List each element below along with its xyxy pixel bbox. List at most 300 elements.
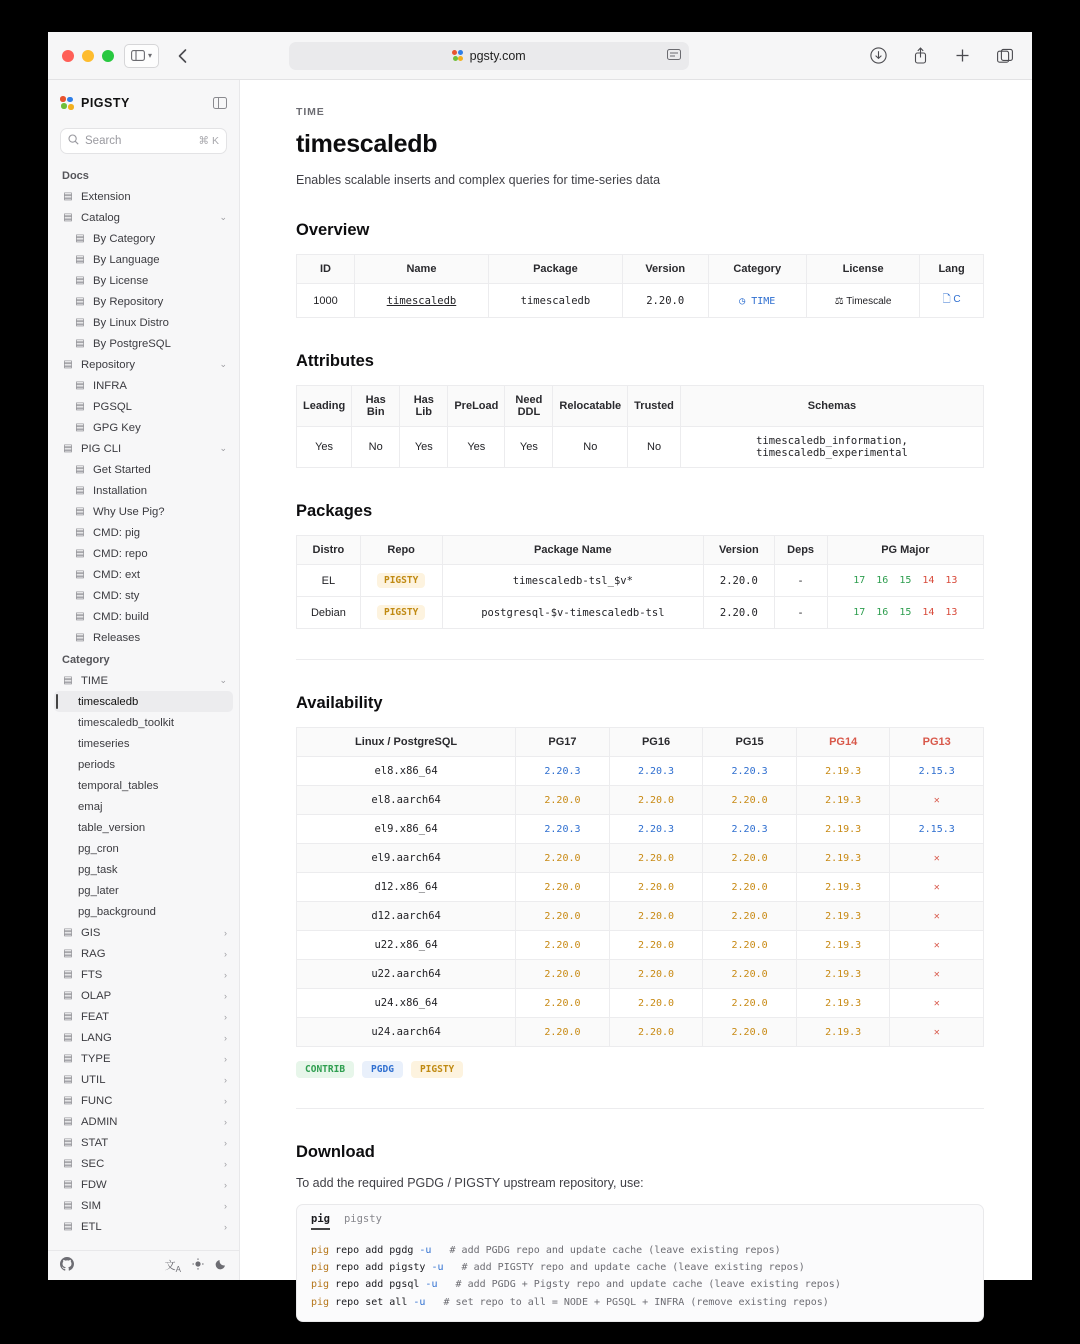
- table-cell: 2.20.3: [516, 815, 610, 844]
- sidebar-item-by-linux-distro[interactable]: [48, 312, 239, 333]
- table-cell: 2.20.0: [609, 989, 703, 1018]
- sidebar-item-label: FDW: [81, 1178, 107, 1191]
- table-cell: 2.20.0: [609, 1018, 703, 1047]
- chevron-down-icon[interactable]: ⌄: [219, 212, 227, 222]
- sidebar-item-label: Installation: [93, 484, 148, 497]
- sidebar-item-admin[interactable]: [48, 1111, 239, 1132]
- table-cell: 2.19.3: [796, 931, 890, 960]
- table-row: [297, 565, 984, 597]
- column-header: Package: [488, 255, 622, 284]
- sidebar-item-by-license[interactable]: [48, 270, 239, 291]
- search-input[interactable]: [60, 128, 227, 154]
- sidebar-item-gis[interactable]: [48, 922, 239, 943]
- chevron-right-icon[interactable]: ›: [224, 1032, 227, 1043]
- star-icon: ▤: [63, 1011, 73, 1022]
- pg-major-version: 17: [853, 607, 866, 618]
- table-row: [297, 873, 984, 902]
- table-cell: ✕: [890, 786, 984, 815]
- translate-icon[interactable]: 文$_A$: [164, 1259, 181, 1275]
- code-body: [297, 1234, 983, 1321]
- table-cell: ✕: [890, 989, 984, 1018]
- sidebar-item-label: timeseries: [78, 737, 130, 750]
- table-row: [297, 989, 984, 1018]
- chevron-right-icon[interactable]: ›: [224, 1095, 227, 1106]
- table-cell: -: [774, 565, 827, 597]
- table-cell: 2.15.3: [890, 815, 984, 844]
- sidebar-item-label: CMD: pig: [93, 526, 141, 539]
- back-button[interactable]: [169, 43, 195, 69]
- key-icon: ▤: [75, 422, 85, 433]
- table-cell: 2.19.3: [796, 989, 890, 1018]
- stats-icon: ▤: [63, 1137, 73, 1148]
- sidebar-item-label: pg_task: [78, 863, 118, 876]
- sidebar-item-label: UTIL: [81, 1073, 106, 1086]
- table-cell: 2.19.3: [796, 815, 890, 844]
- bank-icon: ▤: [75, 380, 85, 391]
- doc-icon: ▤: [75, 527, 85, 538]
- share-icon[interactable]: [908, 43, 934, 69]
- table-cell: 2.20.0: [703, 960, 797, 989]
- column-header: Has Lib: [400, 386, 448, 427]
- chevron-right-icon[interactable]: ›: [224, 1074, 227, 1085]
- sidebar-group-title: Docs: [62, 170, 89, 182]
- repo-badge-cell[interactable]: [360, 597, 442, 629]
- column-header: Leading: [297, 386, 352, 427]
- sidebar-item-periods[interactable]: [48, 754, 239, 775]
- sidebar-item-catalog[interactable]: [48, 207, 239, 228]
- table-cell: 2.20.3: [703, 815, 797, 844]
- column-header: Version: [622, 255, 708, 284]
- table-cell: 2.19.3: [796, 960, 890, 989]
- column-header: Has Bin: [352, 386, 400, 427]
- badge-pigsty[interactable]: PIGSTY: [411, 1061, 463, 1078]
- chevron-down-icon[interactable]: ▾: [148, 51, 153, 60]
- tag-icon: ▤: [75, 632, 85, 643]
- code-tab-pigsty[interactable]: pigsty: [343, 1213, 382, 1225]
- table-cell: 2.20.0: [703, 1018, 797, 1047]
- sidebar-item-fdw[interactable]: [48, 1174, 239, 1195]
- table-cell: 2.20.0: [703, 931, 797, 960]
- pg-major-version: 15: [899, 607, 912, 618]
- sidebar-item-cmd-repo[interactable]: [48, 543, 239, 564]
- pg-major-cell: [827, 565, 983, 597]
- sidebar-item-func[interactable]: [48, 1090, 239, 1111]
- overview-id: 1000: [297, 284, 355, 318]
- sidebar-item-rag[interactable]: [48, 943, 239, 964]
- brand-label: PIGSTY: [81, 96, 130, 110]
- sidebar-item-label: CMD: sty: [93, 589, 140, 602]
- table-cell: 2.20.0: [609, 902, 703, 931]
- table-cell: 2.19.3: [796, 902, 890, 931]
- grid-icon: ▤: [63, 212, 73, 223]
- sidebar-item-etl[interactable]: [48, 1216, 239, 1237]
- sidebar-item-label: pg_background: [78, 905, 156, 918]
- bank-icon: ▤: [75, 401, 85, 412]
- code-tab-pig[interactable]: pig: [311, 1213, 330, 1230]
- pg-major-version: 15: [899, 575, 912, 586]
- table-cell: u24.x86_64: [297, 989, 516, 1018]
- table-cell: ✕: [890, 873, 984, 902]
- sidebar-header: [48, 86, 239, 120]
- chevron-right-icon[interactable]: ›: [224, 1116, 227, 1127]
- search-shortcut: ⌘ K: [198, 135, 219, 147]
- shield-icon: ▤: [63, 1116, 73, 1127]
- address-bar[interactable]: [289, 42, 689, 70]
- copy-icon: ▤: [63, 1200, 73, 1211]
- download-icon[interactable]: [866, 43, 892, 69]
- table-cell: 2.19.3: [796, 1018, 890, 1047]
- sidebar-item-label: CMD: repo: [93, 547, 148, 560]
- table-cell: 2.20.0: [609, 873, 703, 902]
- moon-icon[interactable]: [215, 1258, 227, 1273]
- sidebar-item-get-started[interactable]: [48, 459, 239, 480]
- sidebar-item-label: Extension: [81, 190, 131, 203]
- sidebar-item-pg-background[interactable]: [48, 901, 239, 922]
- sidebar-item-time[interactable]: [48, 670, 239, 691]
- doc-icon: ▤: [75, 569, 85, 580]
- search-icon: [68, 134, 79, 148]
- table-cell: 2.20.0: [516, 1018, 610, 1047]
- column-header: PreLoad: [448, 386, 505, 427]
- sidebar-item-stat[interactable]: [48, 1132, 239, 1153]
- column-header: PG16: [609, 728, 703, 757]
- sidebar-item-cmd-build[interactable]: [48, 606, 239, 627]
- table-cell: 2.19.3: [796, 844, 890, 873]
- sun-icon[interactable]: [192, 1258, 204, 1273]
- search-placeholder: Search: [85, 135, 122, 147]
- chevron-down-icon[interactable]: ⌄: [219, 359, 227, 369]
- sidebar-item-feat[interactable]: [48, 1006, 239, 1027]
- table-cell: 2.15.3: [890, 757, 984, 786]
- sidebar-item-installation[interactable]: [48, 480, 239, 501]
- table-cell: 2.20.0: [516, 989, 610, 1018]
- sidebar-item-util[interactable]: [48, 1069, 239, 1090]
- divider: [296, 659, 984, 660]
- table-cell: 2.20.0: [516, 931, 610, 960]
- column-header: Version: [704, 536, 774, 565]
- table-cell: d12.aarch64: [297, 902, 516, 931]
- section-attributes-heading: Attributes: [296, 352, 374, 370]
- column-header: Trusted: [628, 386, 681, 427]
- table-cell: No: [352, 427, 400, 468]
- sidebar-item-label: By Category: [93, 232, 156, 245]
- table-cell: Yes: [448, 427, 505, 468]
- table-cell: 2.20.3: [516, 757, 610, 786]
- code-line: pig repo add pigsty -u # add PIGSTY repo and update cache (leave existing repos): [311, 1262, 805, 1274]
- badge-contrib[interactable]: CONTRIB: [296, 1061, 354, 1078]
- table-cell: 2.19.3: [796, 757, 890, 786]
- sidebar-item-table-version[interactable]: [48, 817, 239, 838]
- table-row: [297, 844, 984, 873]
- sidebar-item-label: Releases: [93, 631, 141, 644]
- table-cell: timescaledb-tsl_$v*: [442, 565, 704, 597]
- sidebar-item-timeseries[interactable]: [48, 733, 239, 754]
- maximize-window-button[interactable]: [102, 50, 114, 62]
- table-cell: Yes: [400, 427, 448, 468]
- sidebar-item-cmd-ext[interactable]: [48, 564, 239, 585]
- sidebar-item-emaj[interactable]: [48, 796, 239, 817]
- postgres-icon: ▤: [75, 338, 85, 349]
- chevron-right-icon[interactable]: ›: [224, 1011, 227, 1022]
- overview-version: 2.20.0: [622, 284, 708, 318]
- sidebar-item-pig-cli[interactable]: [48, 438, 239, 459]
- attributes-table: [296, 385, 984, 468]
- sidebar-item-extension[interactable]: [48, 186, 239, 207]
- flow-icon: ▤: [63, 1221, 73, 1232]
- sidebar-item-label: By Linux Distro: [93, 316, 169, 329]
- chevron-right-icon[interactable]: ›: [224, 969, 227, 980]
- column-header: PG13: [890, 728, 984, 757]
- table-row: [297, 960, 984, 989]
- table-cell: 2.20.0: [703, 844, 797, 873]
- overview-license: ⚖ Timescale: [806, 284, 919, 318]
- chevron-right-icon[interactable]: ›: [224, 1158, 227, 1169]
- column-header: Distro: [297, 536, 361, 565]
- chevron-right-icon[interactable]: ›: [224, 1137, 227, 1148]
- sidebar-item-label: By Language: [93, 253, 160, 266]
- sidebar-item-sim[interactable]: [48, 1195, 239, 1216]
- github-icon[interactable]: [60, 1257, 74, 1274]
- sidebar-group-title: Category: [62, 654, 110, 666]
- table-header-row: [297, 386, 984, 427]
- divider: [296, 1108, 984, 1109]
- section-download-heading: Download: [296, 1143, 375, 1161]
- column-header: PG14: [796, 728, 890, 757]
- sidebar-item-label: CMD: ext: [93, 568, 141, 581]
- sidebar-item-label: By PostgreSQL: [93, 337, 171, 350]
- sidebar-item-label: OLAP: [81, 989, 112, 1002]
- sidebar-item-label: temporal_tables: [78, 779, 159, 792]
- sidebar-item-label: GIS: [81, 926, 101, 939]
- code-line: pig repo add pgsql -u # add PGDG + Pigsty repo and update cache (leave existing repos): [311, 1279, 841, 1291]
- brand[interactable]: [60, 96, 130, 110]
- sidebar-item-label: CMD: build: [93, 610, 149, 623]
- sidebar-item-label: FEAT: [81, 1010, 110, 1023]
- site-favicon-icon: [452, 50, 464, 62]
- table-row: [297, 902, 984, 931]
- table-cell: 2.20.0: [703, 989, 797, 1018]
- sidebar-item-olap[interactable]: [48, 985, 239, 1006]
- status-badge: PIGSTY: [377, 605, 425, 620]
- section-overview-heading: Overview: [296, 221, 370, 239]
- column-header: Name: [355, 255, 489, 284]
- table-row: [297, 786, 984, 815]
- window-controls[interactable]: [62, 50, 114, 62]
- table-cell: 2.20.0: [609, 786, 703, 815]
- table-cell: 2.20.0: [516, 902, 610, 931]
- page-subtitle: Enables scalable inserts and complex queries for time-series data: [296, 173, 661, 187]
- table-cell: 2.20.0: [609, 844, 703, 873]
- sidebar-item-type[interactable]: [48, 1048, 239, 1069]
- sidebar-item-pgsql[interactable]: [48, 396, 239, 417]
- chevron-right-icon[interactable]: ›: [224, 990, 227, 1001]
- column-header: Schemas: [680, 386, 983, 427]
- table-cell: 2.20.3: [609, 815, 703, 844]
- chevron-down-icon[interactable]: ⌄: [219, 443, 227, 453]
- sidebar-item-lang[interactable]: [48, 1027, 239, 1048]
- table-row: [297, 815, 984, 844]
- sidebar-item-label: pg_cron: [78, 842, 119, 855]
- sidebar-item-label: TIME: [81, 674, 108, 687]
- packages-table: [296, 535, 984, 629]
- chevron-right-icon[interactable]: ›: [224, 948, 227, 959]
- chevron-right-icon[interactable]: ›: [224, 1200, 227, 1211]
- sidebar-item-cmd-pig[interactable]: [48, 522, 239, 543]
- code-line: pig repo set all -u # set repo to all = NODE + PGSQL + INFRA (remove existing repos): [311, 1296, 829, 1308]
- table-cell: el8.aarch64: [297, 786, 516, 815]
- sidebar-item-sec[interactable]: [48, 1153, 239, 1174]
- plus-icon[interactable]: [950, 43, 976, 69]
- sidebar-item-by-language[interactable]: [48, 249, 239, 270]
- sidebar-item-infra[interactable]: [48, 375, 239, 396]
- table-cell: 2.20.0: [703, 902, 797, 931]
- browser-window: [48, 32, 1032, 1308]
- sidebar-item-timescaledb[interactable]: [54, 691, 233, 712]
- docs-sidebar: [48, 80, 240, 1280]
- sidebar-item-label: Catalog: [81, 211, 120, 224]
- table-cell: 2.20.0: [704, 597, 774, 629]
- sidebar-item-repository[interactable]: [48, 354, 239, 375]
- category-icon: ▤: [75, 233, 85, 244]
- table-cell: timescaledb_information, timescaledb_experimental: [680, 427, 983, 468]
- table-cell: 2.20.3: [609, 757, 703, 786]
- chevron-right-icon[interactable]: ›: [224, 1179, 227, 1190]
- lock-icon: ▤: [63, 1158, 73, 1169]
- sidebar-item-label: emaj: [78, 800, 103, 813]
- panel-collapse-icon[interactable]: [213, 97, 227, 109]
- overview-table: [296, 254, 984, 318]
- sidebar-item-pg-later[interactable]: [48, 880, 239, 901]
- table-row: [297, 597, 984, 629]
- table-header-row: [297, 728, 984, 757]
- search-icon: ▤: [63, 948, 73, 959]
- sidebar-item-by-postgresql[interactable]: [48, 333, 239, 354]
- sidebar-item-label: By Repository: [93, 295, 164, 308]
- sidebar-item-label: RAG: [81, 947, 106, 960]
- sidebar-item-label: timescaledb: [78, 695, 139, 708]
- plug-icon: ▤: [63, 1179, 73, 1190]
- play-icon: ▤: [75, 464, 85, 475]
- sidebar-item-pg-task[interactable]: [48, 859, 239, 880]
- sidebar-item-pg-cron[interactable]: [48, 838, 239, 859]
- overview-category[interactable]: ◷ TIME: [708, 284, 806, 318]
- sidebar-item-releases[interactable]: [48, 627, 239, 648]
- table-cell: 2.20.0: [516, 786, 610, 815]
- sidebar-item-why-use-pig[interactable]: [48, 501, 239, 522]
- book-icon: ▤: [63, 191, 73, 202]
- sidebar-item-label: ADMIN: [81, 1115, 118, 1128]
- sidebar-item-label: periods: [78, 758, 116, 771]
- table-cell: 2.20.0: [703, 873, 797, 902]
- download-text: To add the required PGDG / PIGSTY upstream repository, use:: [296, 1176, 644, 1190]
- column-header: Repo: [360, 536, 442, 565]
- column-header: Linux / PostgreSQL: [297, 728, 516, 757]
- search-icon: ▤: [63, 969, 73, 980]
- table-cell: postgresql-$v-timescaledb-tsl: [442, 597, 704, 629]
- repo-badges: [296, 1061, 984, 1078]
- sidebar-item-label: SEC: [81, 1157, 105, 1170]
- table-cell: u22.x86_64: [297, 931, 516, 960]
- status-badge: PIGSTY: [377, 573, 425, 588]
- table-row: [297, 1018, 984, 1047]
- table-cell: 2.20.0: [609, 931, 703, 960]
- breadcrumb: TIME: [296, 106, 325, 118]
- doc-icon: ▤: [75, 548, 85, 559]
- close-window-button[interactable]: [62, 50, 74, 62]
- pg-major-version: 14: [922, 575, 935, 586]
- sidebar-item-temporal-tables[interactable]: [48, 775, 239, 796]
- badge-pgdg[interactable]: PGDG: [362, 1061, 403, 1078]
- sidebar-footer: [48, 1250, 239, 1280]
- chevron-right-icon[interactable]: ›: [224, 927, 227, 938]
- table-cell: d12.x86_64: [297, 873, 516, 902]
- reader-view-icon[interactable]: [667, 49, 681, 63]
- main-content: [240, 80, 1032, 1308]
- column-header: Package Name: [442, 536, 704, 565]
- clock-icon: ▤: [63, 675, 73, 686]
- chevron-right-icon[interactable]: ›: [224, 1053, 227, 1064]
- sidebar-item-cmd-sty[interactable]: [48, 585, 239, 606]
- table-cell: ✕: [890, 960, 984, 989]
- sidebar-item-fts[interactable]: [48, 964, 239, 985]
- overview-name[interactable]: timescaledb: [355, 284, 489, 318]
- column-header: Relocatable: [553, 386, 628, 427]
- table-cell: ✕: [890, 902, 984, 931]
- chevron-right-icon[interactable]: ›: [224, 1221, 227, 1232]
- license-icon: ▤: [75, 275, 85, 286]
- overview-lang: 🗋 C: [920, 284, 984, 318]
- repo-icon: ▤: [75, 296, 85, 307]
- table-cell: u22.aarch64: [297, 960, 516, 989]
- table-cell: ✕: [890, 1018, 984, 1047]
- sidebar-item-label: timescaledb_toolkit: [78, 716, 175, 729]
- pg-major-version: 13: [945, 575, 958, 586]
- overview-package: timescaledb: [488, 284, 622, 318]
- sidebar-item-timescaledb-toolkit[interactable]: [48, 712, 239, 733]
- sidebar-item-gpg-key[interactable]: [48, 417, 239, 438]
- sidebar-item-by-category[interactable]: [48, 228, 239, 249]
- chevron-down-icon[interactable]: ⌄: [219, 675, 227, 685]
- table-cell: 2.20.0: [516, 960, 610, 989]
- table-row: [297, 931, 984, 960]
- sidebar-toggle-icon[interactable]: [124, 44, 159, 68]
- code-icon: ▤: [63, 1032, 73, 1043]
- sidebar-item-label: STAT: [81, 1136, 109, 1149]
- sidebar-item-label: PIG CLI: [81, 442, 122, 455]
- pg-major-version: 13: [945, 607, 958, 618]
- table-cell: ✕: [890, 844, 984, 873]
- repo-badge-cell[interactable]: [360, 565, 442, 597]
- table-cell: el9.x86_64: [297, 815, 516, 844]
- table-cell: 2.20.0: [516, 873, 610, 902]
- table-cell: No: [628, 427, 681, 468]
- table-cell: EL: [297, 565, 361, 597]
- tab-overview-icon[interactable]: [992, 43, 1018, 69]
- column-header: PG Major: [827, 536, 983, 565]
- sidebar-item-by-repository[interactable]: [48, 291, 239, 312]
- table-header-row: [297, 255, 984, 284]
- table-row: [297, 427, 984, 468]
- availability-table: [296, 727, 984, 1047]
- sidebar-nav[interactable]: [48, 164, 239, 1250]
- section-availability-heading: Availability: [296, 694, 383, 712]
- table-cell: Yes: [505, 427, 553, 468]
- table-cell: el8.x86_64: [297, 757, 516, 786]
- question-icon: ▤: [75, 506, 85, 517]
- code-tabs[interactable]: [297, 1205, 983, 1234]
- terminal-icon: ▤: [63, 443, 73, 454]
- minimize-window-button[interactable]: [82, 50, 94, 62]
